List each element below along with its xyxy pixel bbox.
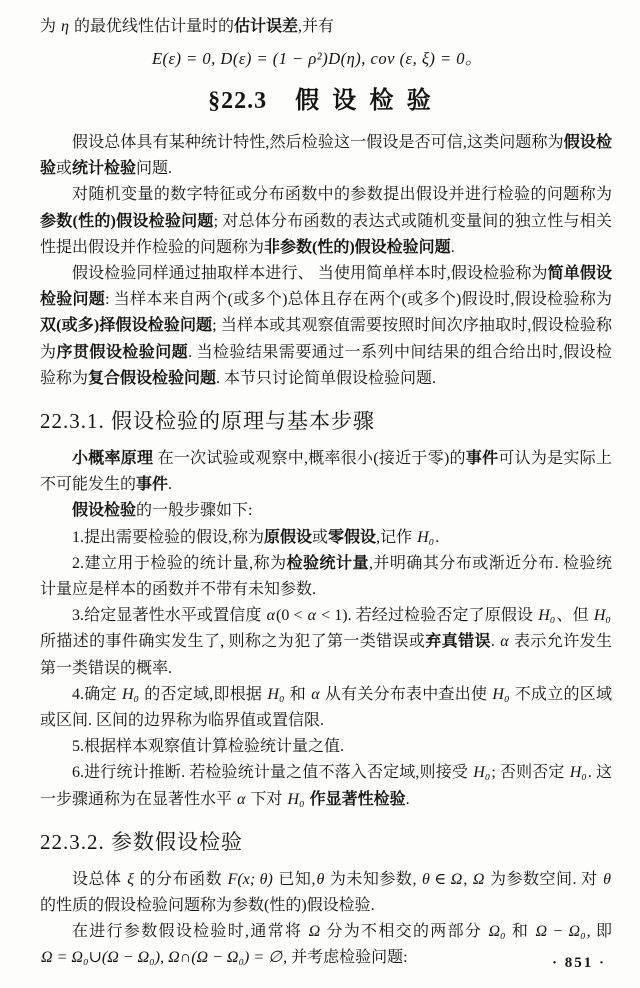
- term-bold: 作显著性检验: [309, 790, 406, 808]
- math-inline: θ: [603, 870, 611, 888]
- text-run: . 这一步骤通称为在显著性水平: [40, 764, 612, 808]
- math-inline: H₀: [417, 528, 435, 546]
- math-inline: α: [266, 607, 276, 625]
- text-run: (0 <: [276, 607, 307, 625]
- step-1: [40, 525, 612, 551]
- text-run: 的分布函数: [134, 870, 227, 888]
- paragraph: [40, 446, 612, 498]
- text-run: 2.建立用于检验的统计量,称为: [72, 554, 287, 572]
- term-bold: 统计检验: [72, 160, 137, 178]
- math-inline: α: [311, 685, 320, 703]
- math-inline: Ω − Ω₀: [535, 923, 586, 941]
- paragraph: [40, 182, 612, 261]
- math-inline: H₀: [287, 790, 305, 808]
- text-run: ,并明确其分布或渐近分布. 检验统计量应是样本的函数并不带有未知参数.: [40, 554, 612, 599]
- text-run: ; 对总体分布函数的表达式或随机变量间的独立性与相关性提出假设并作检验的问题称为: [40, 212, 612, 256]
- paragraph: [40, 498, 612, 524]
- term-bold: 参数(性的)假设检验问题: [40, 212, 214, 230]
- text-run: .: [405, 790, 410, 808]
- text-run: 从有关分布表中查出使: [320, 685, 492, 703]
- text-run: 不成立的区域或区间. 区间的边界称为临界值或置信限.: [40, 685, 612, 730]
- math-inline: Ω: [308, 923, 321, 941]
- text-run: 在一次试验或观察中,概率很小(接近于零)的: [153, 450, 466, 468]
- text-run: 所描述的事件确实发生了, 则称之为犯了第一类错误或: [40, 633, 426, 651]
- step-6: [40, 760, 612, 812]
- math-inline: ξ: [127, 870, 134, 888]
- text-run: ,记作: [376, 528, 417, 546]
- text-run: .: [490, 633, 500, 651]
- term-bold: 零假设: [328, 528, 377, 546]
- step-4: [40, 682, 612, 734]
- paragraph: [40, 130, 612, 182]
- text-run: 3.给定显著性水平或置信度: [72, 607, 266, 625]
- text-run: < 1). 若经过检验否定了原假设: [317, 607, 538, 625]
- paragraph: [40, 261, 612, 392]
- math-inline: Ω₀: [488, 923, 506, 941]
- text-run: 或: [312, 528, 329, 546]
- text-run: 或: [56, 160, 73, 178]
- text-run: : 当样本来自两个(或多个)总体且存在两个(或多个)假设时,假设检验称为: [105, 291, 612, 309]
- math-inline: α: [307, 607, 317, 625]
- math-inline: H₀: [593, 607, 611, 625]
- text-run: 对随机变量的数字特征或分布函数中的参数提出假设并进行检验的问题称为: [72, 186, 612, 204]
- step-2: [40, 551, 612, 603]
- math-inline: η: [61, 18, 69, 35]
- text-run: 1.提出需要检验的假设,称为: [72, 528, 265, 546]
- term-bold: 事件: [465, 450, 499, 468]
- text-run: ; 当样本或其观察值需要按照时间次序抽取时,假设检验称为: [40, 317, 612, 361]
- term-bold: 假设检验: [40, 134, 612, 178]
- text-run: 的否定域,即根据: [140, 685, 267, 703]
- text-run: 为参数空间. 对: [485, 870, 603, 888]
- text-run: 、但: [556, 607, 593, 625]
- text-run: ,并有: [297, 18, 334, 35]
- math-inline: θ: [316, 870, 325, 888]
- text-run: 和: [285, 685, 311, 703]
- section-title: 假设检验: [295, 88, 444, 114]
- math-inline: H₀: [473, 764, 491, 782]
- text-run: 假设检验同样通过抽取样本进行、 当使用简单样本时,假设检验称为: [72, 265, 548, 283]
- term-bold: 双(或多)择假设检验问题: [40, 317, 213, 335]
- text-run: .: [435, 528, 440, 546]
- math-inline: Ω: [472, 870, 485, 888]
- text-run: 已知,: [273, 870, 316, 888]
- text-run: 为: [40, 18, 61, 35]
- subsection-heading-2231: 22.3.1. 假设检验的原理与基本步骤: [40, 409, 375, 434]
- text-run: , 即: [586, 923, 612, 941]
- math-inline: H₀: [121, 685, 140, 703]
- document-body: [40, 14, 612, 972]
- text-run: 分为不相交的两部分: [321, 923, 488, 941]
- text-run: 5.根据样本观察值计算检验统计量之值.: [72, 738, 345, 756]
- step-5: [40, 734, 612, 760]
- term-bold: 序贯假设检验问题: [56, 343, 189, 361]
- math-inline: H₀: [569, 764, 587, 782]
- text-run: 可认为是实际上不可能发生的: [40, 450, 612, 494]
- term-bold: 非参数(性的)假设检验问题: [264, 238, 451, 256]
- text-run: 在进行参数假设检验时,通常将: [72, 923, 308, 941]
- text-run: .: [168, 476, 173, 494]
- math-inline: α: [500, 633, 509, 651]
- text-run: 表示允许发生第一类错误的概率.: [40, 633, 612, 677]
- math-inline: Ω = Ω₀∪(Ω − Ω₀), Ω∩(Ω − Ω₀) = ∅: [41, 949, 283, 967]
- subsection-heading-2232: 22.3.2. 参数假设检验: [40, 829, 243, 854]
- math-inline: F(x; θ): [227, 870, 273, 888]
- intro-continuation-line: [40, 14, 612, 40]
- text-run: ,: [463, 870, 472, 888]
- display-formula: E(ε) = 0, D(ε) = (1 − ρ²)D(η), cov (ε, ξ) = 0。: [151, 49, 483, 68]
- term-bold: 事件: [136, 476, 169, 494]
- paragraph: [40, 867, 612, 919]
- text-run: 和: [506, 923, 535, 941]
- term-bold: 假设检验: [72, 502, 137, 520]
- term-bold: 小概率原理: [72, 450, 154, 468]
- text-run: , 并考虑检验问题:: [283, 949, 408, 967]
- text-run: 的一般步骤如下:: [136, 502, 253, 520]
- math-inline: H₀: [538, 607, 556, 625]
- term-bold: 原假设: [264, 528, 313, 546]
- text-run: ; 否则否定: [491, 764, 569, 782]
- text-run: 问题.: [136, 160, 173, 178]
- step-3: [40, 603, 612, 682]
- text-run: . 本节只讨论简单假设检验问题.: [216, 369, 437, 387]
- section-heading: [40, 86, 612, 116]
- math-inline: H₀: [267, 685, 285, 703]
- text-run: 假设总体具有某种统计特性,然后检验这一假设是否可信,这类问题称为: [72, 134, 564, 151]
- text-run: 6.进行统计推断. 若检验统计量之值不落入否定域,则接受: [72, 764, 473, 782]
- text-run: 设总体: [72, 870, 127, 888]
- paragraph: [40, 919, 612, 971]
- math-inline: θ ∈ Ω: [421, 870, 463, 888]
- section-number: §22.3: [208, 88, 268, 114]
- text-run: 的性质的假设检验问题称为参数(性的)假设检验.: [40, 897, 375, 915]
- text-run: .: [450, 238, 455, 256]
- term-bold: 估计误差: [233, 18, 298, 35]
- term-bold: 检验统计量: [286, 554, 369, 572]
- math-inline: α: [237, 790, 246, 808]
- text-run: 下对: [246, 790, 287, 808]
- term-bold: 简单假设检验问题: [40, 265, 612, 309]
- text-run: 为未知参数,: [325, 870, 421, 888]
- term-bold: 弃真错误: [425, 633, 491, 651]
- text-run: 4.确定: [72, 685, 121, 703]
- text-run: 的最优线性估计量时的: [69, 18, 234, 35]
- text-run: . 当检验结果需要通过一系列中间结果的组合给出时,假设检验称为: [40, 343, 612, 387]
- page-number: · 851 ·: [551, 955, 606, 971]
- math-inline: H₀: [492, 685, 510, 703]
- term-bold: 复合假设检验问题: [88, 369, 217, 387]
